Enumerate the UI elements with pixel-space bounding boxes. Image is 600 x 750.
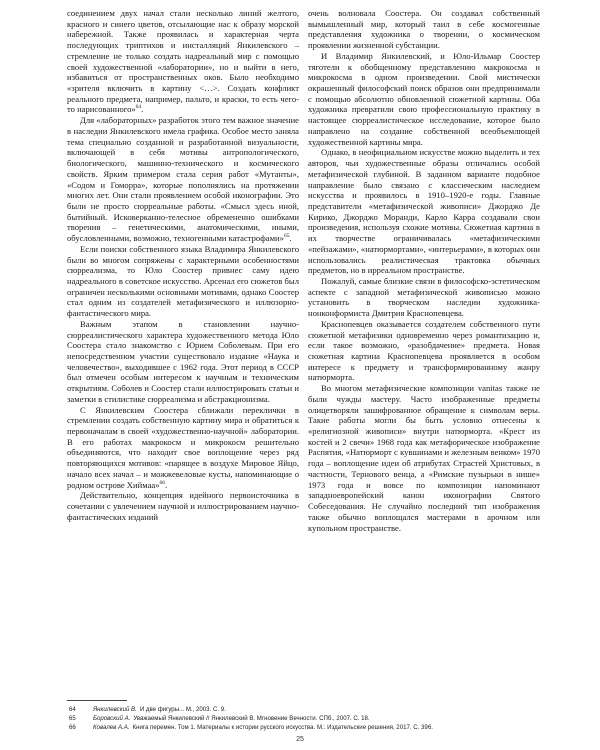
page-number: 25	[296, 736, 304, 743]
paragraph-text: очень волновала Соостера. Он создавал собственный вымышленный мир, который таил в себе космогенные представления художника о творении, о космическом проявлении жизненной субстанции.	[308, 8, 540, 51]
paragraph-text: Для «лабораторных» разработок этого тем важное значение в наследии Янкилевского имела графика. Особое место заняла тема специально созданной и разработанной визуальности, включающей в себя мотивы антропологического, биологического, машинно-технического и космического свойств. Ярким примером стала серия работ «Мутанты», «Содом и Гоморра», которые пополнялись на протяжении многих лет. Они стали проявлением особой иконографии. Это были не просто сюрреальные работы. «Смысл здесь иной, бытийный. Исковерканно-телесное обремененно ошибками творения – генетическими, анатомическими, иными, обусловленными, возможно, техногенными катастрофами»	[67, 115, 299, 244]
paragraph-text: Если поиски собственного языка Владимира Янкилевского были во многом сопряжены с характерными особенностями сюрреализма, то Юло Соостер привнес саму идею надреального в советское искусство. Арсенал его сюжетов был ограничен несколькими основными мотивами, однако Соостер стал одним из создателей метафизического и иллюзорно-фантастического мира.	[67, 243, 299, 319]
paragraph	[67, 490, 299, 522]
paragraph-text: Во многом метафизические композиции vanitas также не были чужды мастеру. Часто изображенные предметы олицетворяли зашифрованное обращение к символам веры. Такие работы могли бы быть условно отнесены к «религиозной живописи» внутри натюрморта. «Крест из костей и 2 свечи» 1968 года как метафорическое изображение Распятия, «Натюрморт с кувшинами и железным венком» 1970 года – воплощение идеи об атрибутах Страстей Христовых, в частности, Тернового венца, а «Римские пузырьки в нише» 1973 года и вовсе по композиции напоминают западноевропейский канон иконографии Святого Собеседования. Не случайно последний тип изображения также обычно воплощался мастерами в арочном или купольном пространстве.	[308, 383, 540, 533]
paragraph: С Янкилевским Соостера сближали переклички в стремлении создать собственную картину мира и обратиться к первоначалам в своей «художественно-научной» лаборатории. В его работах макрокосм и микрокосм решительно объединяются, что находит свое воплощение через ряд повторяющихся мотивов: «парящее в воздухе Мировое Яйцо, начало всех начал – и можжевеловые кусты, напоминающие о родном острове Хиймаа»$^{66}$.	[67, 404, 299, 490]
paragraph	[308, 51, 540, 147]
footnote-text: Книга перемен. Том 1. Материалы к истории русского искусства. М.: Издательские решения, 2017. С. 396.	[132, 724, 433, 732]
paragraph: Для «лабораторных» разработок этого тем важное значение в наследии Янкилевского имела графика. Особое место заняла тема специально созданной и разработанной визуальности, включающей в себя мотивы антропологического, биологического, машинно-технического и космического свойств. Ярким примером стала серия работ «Мутанты», «Содом и Гоморра», которые пополнялись на протяжении многих лет. Они стали проявлением особой иконографии. Это были не просто сюрреальные работы. «Смысл здесь иной, бытийный. Исковерканно-телесное обремененно ошибками творения – генетическими, анатомическими, иными, обусловленными, возможно, техногенными катастрофами»$^{65}$.	[67, 115, 299, 244]
footnote-66	[67, 723, 547, 732]
paragraph	[67, 244, 299, 319]
paragraph-text: Важным этапом в становлении научно-сюрреалистического характера художественного метода Юло Соостера стало знакомство с Юрием Соболевым. При его непосредственном участии существовало издание «Наука и человечество», выходившее с 1962 года. Этот период в СССР был отмечен особым интересом к научным и техническим открытиям. Соболев и Соостер стали иллюстрировать статьи и заметки в стилистике сюрреализма и абстракционизма.	[67, 318, 299, 404]
footnote-65	[67, 714, 547, 723]
right-column	[308, 8, 540, 533]
paragraph	[308, 8, 540, 51]
paragraph-text: Действительно, концепция идейного первоисточника в сочетании с увлечением научной и иллюстрированием научно-фантастических изданий	[67, 490, 299, 522]
footnote-64	[67, 705, 547, 714]
paragraph-text: И Владимир Янкилевский, и Юло-Ильмар Соостер тяготели к обобщенному представлению макрокосма и микрокосма в одном произведении. Свой мистически окрашенный философский поиск образов они предпринимали с помощью абсолютно обновленной сюжетной картины. Оба художника превратили свою профессиональную практику в настоящее сюрреалистическое исследование, которое было направлено на создание собственной всеобъемлющей художественной картины мира.	[308, 50, 540, 147]
footnote-number: 65	[69, 715, 76, 723]
footnote-number: 66	[69, 724, 76, 732]
paragraph	[67, 319, 299, 405]
footnote-divider	[67, 700, 127, 701]
footnote-ref: 66	[159, 479, 165, 486]
footnote-author: Янкилевский В.	[93, 706, 137, 713]
paragraph	[308, 147, 540, 276]
paragraph	[308, 276, 540, 319]
footnote-number: 64	[69, 706, 76, 713]
paragraph-text: С Янкилевским Соостера сближали переклички в стремлении создать собственную картину мира и обратиться к первоначалам в своей «художественно-научной» лаборатории. В его работах макрокосм и микрокосм решительно объединяются, что находит свое воплощение через ряд повторяющихся мотивов: «парящее в воздухе Мировое Яйцо, начало всех начал – и можжевеловые кусты, напоминающие о родном острове Хиймаа»	[67, 404, 299, 490]
paragraph-text: Краснопевцев оказывается создателем собственного пути сюжетной метафизики одновременно через романтизацию и, если такое возможно, «разобдачение» предмета. Новая сюжетная картина Краснопевцева проявляется в особом интересе к предмету и трансформированному жанру натюрморта.	[308, 318, 540, 383]
left-column	[67, 8, 299, 523]
footnotes	[67, 705, 547, 733]
paragraph: соединением двух начал стали несколько линий желтого, красного и синего цветов, отсылающие нас к образу морской набережной. Также проявилась и характерная черта последующих триптихов и инсталляций Янкилевского – стремление не только создать надреальный мир с помощью своей художественной «лаборатории», но и выйти в него, избавиться от пространственных оков. Было необходимо «зрителя включить в картину <…>. Создать конфликт реального предмета, например, пальто, и краски, то есть чего-то нарисованного»$^{64}$.	[67, 8, 299, 115]
paragraph-text: Однако, в неофициальном искусстве можно выделить и тех авторов, чьи художественные образы отличались особой метафизической глубиной. В заданном варианте подобное направление было связано с классическим наследием искусства и проявилось в 1910–1920-е годы. Главные представители «метафизической живописи» Джорджо Де Кирико, Джорджо Моранди, Карло Карра создавали свои произведения, используя схожие мотивы. Сюжетная картина в их творчестве ограничивалась «метафизическими «пейзажами», «натюрмортами», «интерьерами», в которых они использовались реалистическая трактовка обычных предметов, но в ирреальном пространстве.	[308, 147, 540, 276]
paragraph-text: соединением двух начал стали несколько линий желтого, красного и синего цветов, отсылающие нас к образу морской набережной. Также проявилась и характерная черта последующих триптихов и инсталляций Янкилевского – стремление не только создать надреальный мир с помощью своей художественной «лаборатории», но и выйти в него, избавиться от пространственных оков. Было необходимо «зрителя включить в картину <…>. Создать конфликт реального предмета, например, пальто, и краски, то есть чего-то нарисованного»	[67, 8, 299, 115]
footnote-author: Боровский А.	[93, 715, 131, 723]
footnote-ref: 64	[135, 104, 142, 111]
footnote-text: Уважаемый Янкилевский // Янкилевский В. Мгновение Вечности. СПб., 2007. С. 18.	[133, 715, 370, 723]
paragraph	[308, 383, 540, 533]
footnote-author: Ковалев А.А.	[93, 724, 130, 732]
footnote-text: И две фигуры... М., 2003. С. 9.	[139, 706, 226, 713]
paragraph-text: Пожалуй, самые близкие связи в философско-эстетическом аспекте с западной метафизической живописью можно установить в творческом наследии художника-нонконформиста Дмитрия Краснопевцева.	[308, 275, 540, 319]
paragraph	[308, 319, 540, 383]
footnote-ref: 65	[283, 233, 290, 240]
